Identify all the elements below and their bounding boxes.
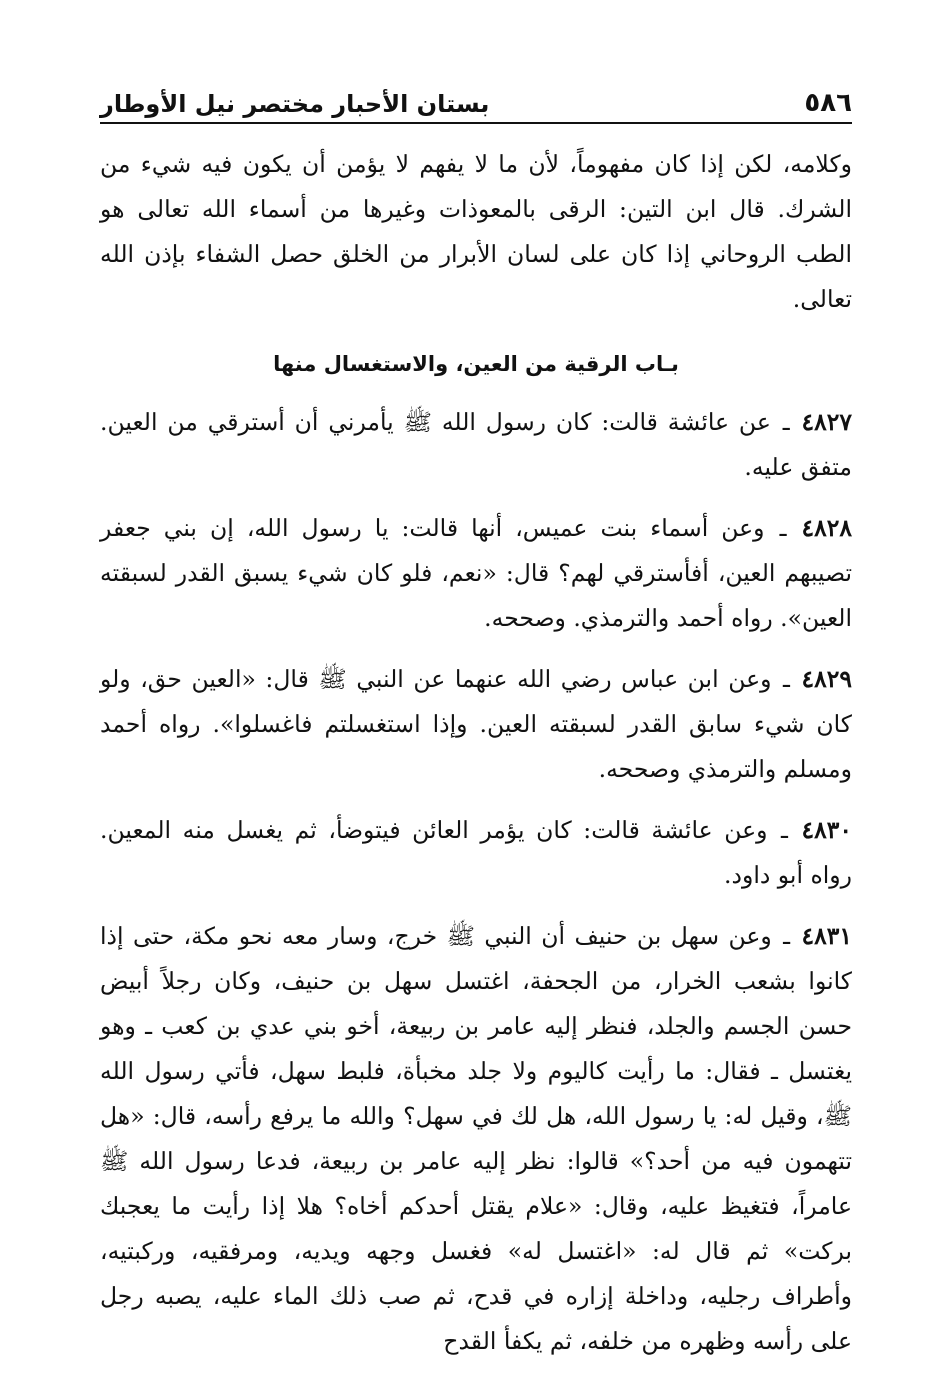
separator-dash: ـ (779, 514, 787, 542)
page-number: ٥٨٦ (804, 88, 852, 118)
hadith-text: وعن سهل بن حنيف أن النبي ﷺ خرج، وسار معه نحو مكة، حتى إذا كانوا بشعب الخرار، من الجحفة، اغتسل سهل بن حنيف، وكان رجلاً أبيض حسن الجسم والجلد، فنظر إليه عامر بن ربيعة، أخو بني عدي بن كعب ـ وهو يغتسل ـ فقال: ما رأيت كاليوم ولا جلد مخبأة، فلبط سهل، فأتي رسول الله ﷺ، وقيل له: يا رسول الله، هل لك في سهل؟ والله ما يرفع رأسه، قال: «هل تتهمون فيه من أحد؟» قالوا: نظر إليه عامر بن ربيعة، فدعا رسول الله ﷺ عامراً، فتغيظ عليه، وقال: «علام يقتل أحدكم أخاه؟ هلا إذا رأيت ما يعجبك بركت» ثم قال له: «اغتسل له» فغسل وجهه ويديه، ومرفقيه، وركبتيه، وأطراف رجليه، وداخلة إزاره في قدح، ثم صب ذلك الماء عليه، يصبه رجل على رأسه وظهره من خلفه، ثم يكفأ القدح (100, 922, 852, 1355)
section-heading: بـاب الرقية من العين، والاستغسال منها (273, 352, 679, 376)
hadith-number: ٤٨٢٩ (801, 665, 852, 693)
hadith-text: عن عائشة قالت: كان رسول الله ﷺ يأمرني أن أسترقي من العين. متفق عليه. (100, 408, 852, 481)
book-page (100, 80, 852, 1370)
separator-dash: ـ (783, 922, 791, 950)
hadith-number: ٤٨٢٨ (801, 514, 852, 542)
hadith-text: وعن أسماء بنت عميس، أنها قالت: يا رسول الله، إن بني جعفر تصيبهم العين، أفأسترقي لهم؟ قال: «نعم، فلو كان شيء يسبق القدر لسبقته العين». رواه أحمد والترمذي. وصححه. (100, 514, 852, 632)
separator-dash: ـ (782, 408, 790, 436)
hadith-number: ٤٨٢٧ (801, 408, 852, 436)
hadith-4829 (100, 657, 852, 792)
hadith-4828 (100, 506, 852, 641)
hadith-4831 (100, 914, 852, 1364)
hadith-text: وعن ابن عباس رضي الله عنهما عن النبي ﷺ قال: «العين حق، ولو كان شيء سابق القدر لسبقته العين. وإذا استغسلتم فاغسلوا». رواه أحمد ومسلم والترمذي وصححه. (100, 665, 852, 783)
page-header (100, 80, 852, 124)
separator-dash: ـ (783, 665, 790, 693)
hadith-number: ٤٨٣١ (801, 922, 852, 950)
running-title: بستان الأحبار مختصر نيل الأوطار (100, 90, 490, 118)
separator-dash: ـ (781, 816, 788, 844)
intro-paragraph: وكلامه، لكن إذا كان مفهوماً، لأن ما لا يفهم لا يؤمن أن يكون فيه شيء من الشرك. قال ابن التين: الرقى بالمعوذات وغيرها من أسماء الله تعالى هو الطب الروحاني إذا كان على لسان الأبرار من الخلق حصل الشفاء بإذن الله تعالى. (100, 150, 852, 313)
page-body (100, 142, 852, 1364)
hadith-number: ٤٨٣٠ (801, 816, 852, 844)
hadith-4827 (100, 400, 852, 490)
hadith-text: وعن عائشة قالت: كان يؤمر العائن فيتوضأ، ثم يغسل منه المعين. رواه أبو داود. (100, 816, 852, 889)
hadith-4830 (100, 808, 852, 898)
